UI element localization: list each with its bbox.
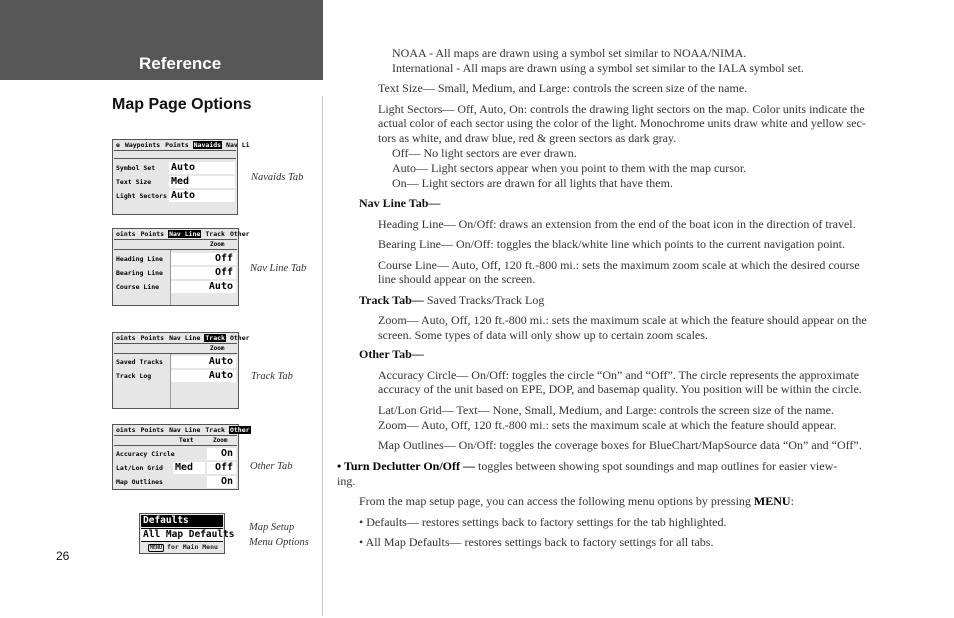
- menu-key-icon: MENU: [150, 545, 163, 551]
- setting-value: Auto: [171, 370, 236, 382]
- setting-label: Symbol Set: [116, 164, 156, 172]
- screen-divider: [114, 343, 237, 344]
- setting-value: On: [207, 476, 236, 488]
- other-tab-screenshot: [112, 424, 250, 490]
- setting-label: Saved Tracks: [116, 358, 163, 366]
- menu-item-defaults: Defaults: [141, 515, 223, 527]
- setting-text-value: Med: [173, 462, 205, 474]
- light-sectors-line: actual color of each sector using the color of the light. Monochrome units draw white and yellow sec-: [378, 116, 866, 130]
- course-line-option: line should appear on the screen.: [378, 272, 536, 286]
- setting-value: On: [207, 448, 236, 460]
- zoom-option: screen. Some types of data will only show up to certain zoom scales.: [378, 328, 708, 342]
- zoom-option: Zoom— Auto, Off, 120 ft.-800 mi.: sets the maximum scale at which the feature should appear on the: [378, 313, 867, 327]
- latlon-grid-zoom: Zoom— Auto, Off, 120 ft.-800 mi.: sets the maximum scale at which the feature should appear.: [378, 418, 837, 432]
- other-caption: Other Tab: [250, 461, 293, 472]
- light-sectors-line: Light Sectors— Off, Auto, On: controls the drawing light sectors on the map. Color units indicate the: [378, 102, 865, 116]
- screen-tab: Waypoints: [124, 141, 161, 149]
- other-heading: Other Tab—: [359, 347, 424, 361]
- setting-value: Off: [207, 462, 236, 474]
- setup-instruction: [359, 494, 794, 509]
- noaa-option: NOAA - All maps are drawn using a symbol set similar to NOAA/NIMA.: [392, 46, 747, 60]
- menu-item-all-map-defaults: All Map Defaults: [143, 529, 235, 540]
- column-header-zoom: Zoom: [210, 345, 225, 352]
- setting-value: Auto: [169, 162, 235, 174]
- screen-tab-selected: Track: [205, 334, 225, 342]
- accuracy-circle-option: Accuracy Circle— On/Off: toggles the circle “On” and “Off”. The circle represents the approximate: [378, 368, 860, 382]
- setting-label: Heading Line: [116, 255, 163, 263]
- screen-tabs: [113, 229, 250, 238]
- track-heading: [359, 293, 544, 308]
- light-sectors-on: On— Light sectors are drawn for all lights that have them.: [392, 176, 673, 190]
- column-header-zoom: Zoom: [210, 241, 225, 248]
- track-caption: Track Tab: [251, 371, 293, 382]
- screen-tab: Nav Line: [169, 426, 201, 434]
- setting-label: Track Log: [116, 372, 152, 380]
- screen-tab: Points: [140, 334, 165, 342]
- screen-divider: [114, 249, 237, 250]
- defaults-bullet: • Defaults— restores settings back to factory settings for the tab highlighted.: [359, 515, 727, 529]
- heading-line-option: Heading Line— On/Off: draws an extension from the end of the boat icon in the direction of travel.: [378, 217, 856, 231]
- menu-footer: [148, 543, 218, 553]
- screen-tab: Other: [229, 334, 250, 342]
- column-header-zoom: Zoom: [213, 437, 228, 444]
- bearing-line-option: Bearing Line— On/Off: toggles the black/white line which points to the current navigation point.: [378, 237, 846, 251]
- text-size-option: Text Size— Small, Medium, and Large: controls the screen size of the name.: [378, 81, 748, 95]
- declutter-bold: • Turn Declutter On/Off —: [337, 459, 475, 473]
- light-sectors-line: tors as white, and draw blue, red & green sectors as dark gray.: [378, 131, 677, 145]
- screen-tab: Points: [140, 230, 165, 238]
- setting-value: Auto: [171, 356, 236, 368]
- setting-label: Light Sectors: [116, 192, 167, 200]
- screen-tab: Nav Line: [169, 334, 201, 342]
- screen-tab: oints: [116, 334, 136, 342]
- track-heading-bold: Track Tab—: [359, 293, 424, 307]
- setting-value: Auto: [169, 190, 235, 202]
- screen-divider: [114, 239, 237, 240]
- screen-tab-selected: Navaids: [193, 141, 222, 149]
- declutter-continued: ing.: [337, 474, 356, 488]
- declutter-option: [337, 459, 837, 474]
- menu-caption-line2: Menu Options: [249, 537, 309, 548]
- screen-tab: Track: [205, 230, 225, 238]
- setting-label: Accuracy Circle: [116, 450, 175, 458]
- setup-colon: :: [790, 494, 794, 508]
- course-line-option: Course Line— Auto, Off, 120 ft.-800 mi.: sets the maximum zoom scale at which the desired course: [378, 258, 860, 272]
- setup-text: From the map setup page, you can access the following menu options by pressing: [359, 494, 754, 508]
- page-number: 26: [56, 549, 70, 563]
- navaids-tab-screenshot: [112, 139, 250, 215]
- map-outlines-option: Map Outlines— On/Off: toggles the coverage boxes for BlueChart/MapSource data “On” and “Off”.: [378, 438, 862, 452]
- column-header-text: Text: [179, 437, 194, 444]
- setting-label: Text Size: [116, 178, 152, 186]
- screen-divider: [114, 158, 236, 159]
- accuracy-circle-option: accuracy of the unit based on EPE, DOP, and basemap quality. You position will be within the circle.: [378, 382, 862, 396]
- menu-key-label: MENU: [753, 494, 791, 508]
- screen-tab-selected: Other: [229, 426, 250, 434]
- screen-tab: oints: [116, 426, 136, 434]
- screen-tab-selected: Nav Line: [169, 230, 201, 238]
- screen-tab: Points: [165, 141, 189, 149]
- track-heading-rest: Saved Tracks/Track Log: [423, 293, 545, 307]
- navline-heading: Nav Line Tab—: [359, 196, 441, 210]
- navline-tab-screenshot: [112, 228, 250, 306]
- menu-caption-line1: Map Setup: [249, 522, 295, 533]
- screen-tab: Points: [140, 426, 165, 434]
- navaids-caption: Navaids Tab: [251, 172, 304, 183]
- declutter-rest: toggles between showing spot soundings and map outlines for easier view-: [474, 459, 838, 473]
- screen-tab: Nav Li: [226, 141, 250, 149]
- screen-divider: [114, 435, 237, 436]
- navline-caption: Nav Line Tab: [250, 263, 307, 274]
- map-setup-menu-screenshot: [139, 513, 235, 554]
- setting-label: Lat/Lon Grid: [116, 464, 163, 472]
- light-sectors-auto: Auto— Light sectors appear when you point to them with the map cursor.: [392, 161, 747, 175]
- international-option: International - All maps are drawn using a symbol set similar to the IALA symbol set.: [392, 61, 804, 75]
- menu-footer-text: for Main Menu: [167, 543, 218, 551]
- screen-tabs: [113, 140, 250, 149]
- screen-tab: oints: [116, 230, 136, 238]
- column-divider: [322, 96, 323, 616]
- setting-value: Auto: [171, 281, 236, 293]
- chapter-header: [0, 0, 323, 80]
- screen-tab: Track: [205, 426, 225, 434]
- screen-tabs: [113, 425, 250, 434]
- all-defaults-bullet: • All Map Defaults— restores settings back to factory settings for all tabs.: [359, 535, 714, 549]
- screen-divider: [114, 445, 237, 446]
- track-tab-screenshot: [112, 332, 250, 409]
- setting-value: Med: [169, 176, 235, 188]
- setting-label: Bearing Line: [116, 269, 163, 277]
- section-title: Map Page Options: [112, 96, 252, 113]
- screen-tab: Other: [229, 230, 250, 238]
- screen-tabs: [113, 333, 250, 342]
- screen-divider: [114, 150, 236, 151]
- screen-divider: [114, 353, 237, 354]
- setting-label: Map Outlines: [116, 478, 163, 486]
- setting-value: Off: [171, 267, 236, 279]
- latlon-grid-option: Lat/Lon Grid— Text— None, Small, Medium, and Large: controls the screen size of the name.: [378, 403, 834, 417]
- setting-label: Course Line: [116, 283, 160, 291]
- light-sectors-off: Off— No light sectors are ever drawn.: [392, 146, 577, 160]
- screen-tab: e: [116, 141, 120, 149]
- chapter-title: Reference: [139, 54, 222, 73]
- setting-value: Off: [171, 253, 236, 265]
